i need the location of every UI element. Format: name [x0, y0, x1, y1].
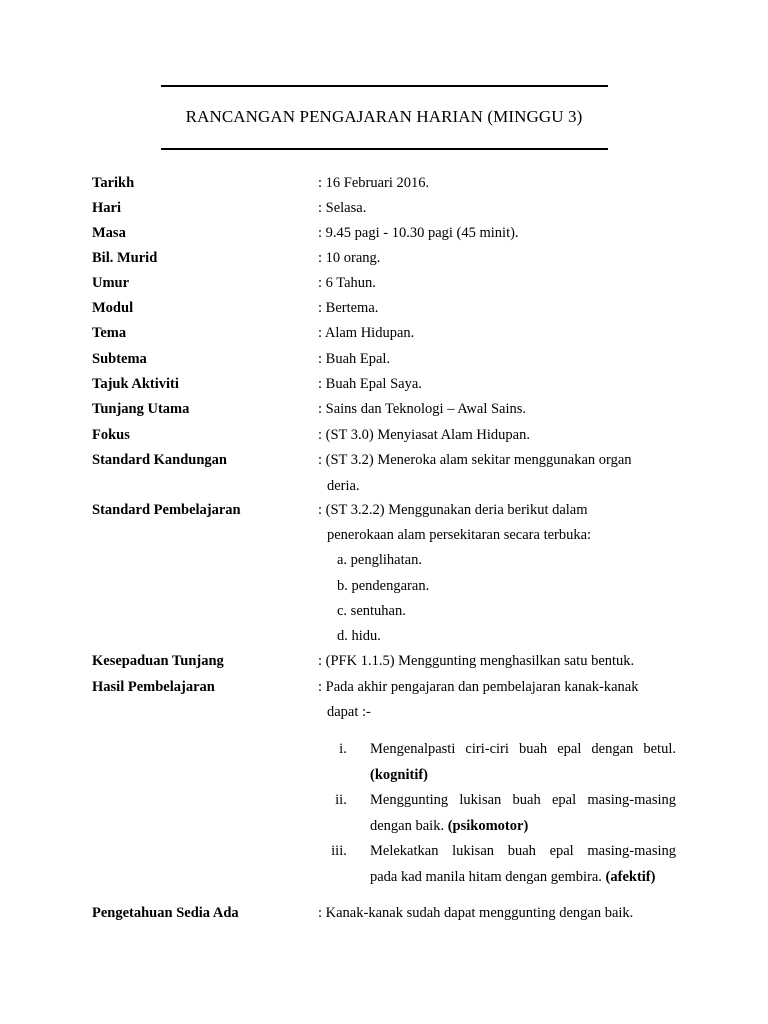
field-value-continuation: penerokaan alam persekitaran secara terbuka: — [327, 527, 592, 543]
field-label: Umur — [92, 275, 130, 291]
list-item: d. hidu. — [337, 628, 381, 644]
field-row-masa — [0, 225, 768, 245]
field-value: : (PFK 1.1.5) Menggunting menghasilkan satu bentuk. — [318, 653, 635, 669]
field-label: Pengetahuan Sedia Ada — [92, 905, 239, 921]
list-item: b. pendengaran. — [337, 578, 430, 594]
field-row-modul — [0, 300, 768, 320]
field-value: : 6 Tahun. — [318, 275, 376, 291]
field-row-pengetahuan-sedia-ada — [0, 905, 768, 925]
field-value-continuation: dapat :- — [327, 704, 371, 720]
field-label: Masa — [92, 225, 126, 241]
objective-text-continuation — [370, 818, 528, 835]
field-label: Tema — [92, 325, 127, 341]
field-label: Standard Kandungan — [92, 452, 227, 468]
page-title: RANCANGAN PENGAJARAN HARIAN (MINGGU 3) — [185, 107, 583, 126]
field-value: : 9.45 pagi - 10.30 pagi (45 minit). — [318, 225, 519, 241]
objective-text-part: pada kad manila hitam dengan gembira. — [370, 869, 602, 885]
list-item: c. sentuhan. — [337, 603, 406, 619]
field-label: Modul — [92, 300, 134, 316]
field-row-umur — [0, 275, 768, 295]
field-label: Standard Pembelajaran — [92, 502, 241, 518]
field-label: Fokus — [92, 427, 130, 443]
field-value: : Buah Epal. — [318, 351, 391, 367]
field-row-hari — [0, 200, 768, 220]
field-value: : Kanak-kanak sudah dapat menggunting dengan baik. — [318, 905, 634, 921]
objective-text: Melekatkan lukisan buah epal masing-masing — [370, 843, 676, 859]
field-label: Tunjang Utama — [92, 401, 190, 417]
field-value-continuation: deria. — [327, 478, 360, 494]
field-value: : (ST 3.2.2) Menggunakan deria berikut dalam — [318, 502, 588, 518]
objective-number: iii. — [331, 843, 347, 859]
field-value: : Buah Epal Saya. — [318, 376, 422, 392]
objective-text-continuation — [370, 869, 655, 886]
objective-domain-tag: (kognitif) — [370, 767, 428, 783]
field-label: Bil. Murid — [92, 250, 158, 266]
field-label: Kesepaduan Tunjang — [92, 653, 224, 669]
field-row-hasil-pembelajaran — [0, 679, 768, 699]
objective-text: Menggunting lukisan buah epal masing-masing — [370, 792, 676, 808]
field-row-tema — [0, 325, 768, 345]
field-value: : Alam Hidupan. — [318, 325, 415, 341]
field-label: Tarikh — [92, 175, 135, 191]
field-value: : (ST 3.2) Meneroka alam sekitar menggunakan organ — [318, 452, 632, 468]
field-label: Subtema — [92, 351, 147, 367]
objective-domain-tag: (afektif) — [605, 869, 656, 885]
field-row-bil-murid — [0, 250, 768, 270]
field-value: : 16 Februari 2016. — [318, 175, 430, 191]
objective-number: i. — [339, 741, 347, 757]
title-rule-bottom — [161, 148, 608, 150]
title-rule-top — [161, 85, 608, 87]
field-value: : Selasa. — [318, 200, 367, 216]
objective-text-continuation — [370, 767, 428, 784]
field-row-standard-pembelajaran — [0, 502, 768, 522]
field-row-kesepaduan-tunjang — [0, 653, 768, 673]
field-row-standard-kandungan — [0, 452, 768, 472]
objective-text: Mengenalpasti ciri-ciri buah epal dengan betul. — [370, 741, 676, 757]
list-item: a. penglihatan. — [337, 552, 422, 568]
field-label: Hari — [92, 200, 121, 216]
field-value: : Pada akhir pengajaran dan pembelajaran kanak-kanak — [318, 679, 639, 695]
objective-number: ii. — [335, 792, 347, 808]
field-value: : Bertema. — [318, 300, 379, 316]
field-row-fokus — [0, 427, 768, 447]
field-row-tarikh — [0, 175, 768, 195]
field-value: : 10 orang. — [318, 250, 381, 266]
field-row-tunjang-utama — [0, 401, 768, 421]
field-label: Hasil Pembelajaran — [92, 679, 215, 695]
field-label: Tajuk Aktiviti — [92, 376, 179, 392]
objective-text-part: dengan baik. — [370, 818, 445, 834]
field-value: : Sains dan Teknologi – Awal Sains. — [318, 401, 527, 417]
field-value: : (ST 3.0) Menyiasat Alam Hidupan. — [318, 427, 530, 443]
field-row-tajuk-aktiviti — [0, 376, 768, 396]
objective-domain-tag: (psikomotor) — [447, 818, 529, 834]
field-row-subtema — [0, 351, 768, 371]
